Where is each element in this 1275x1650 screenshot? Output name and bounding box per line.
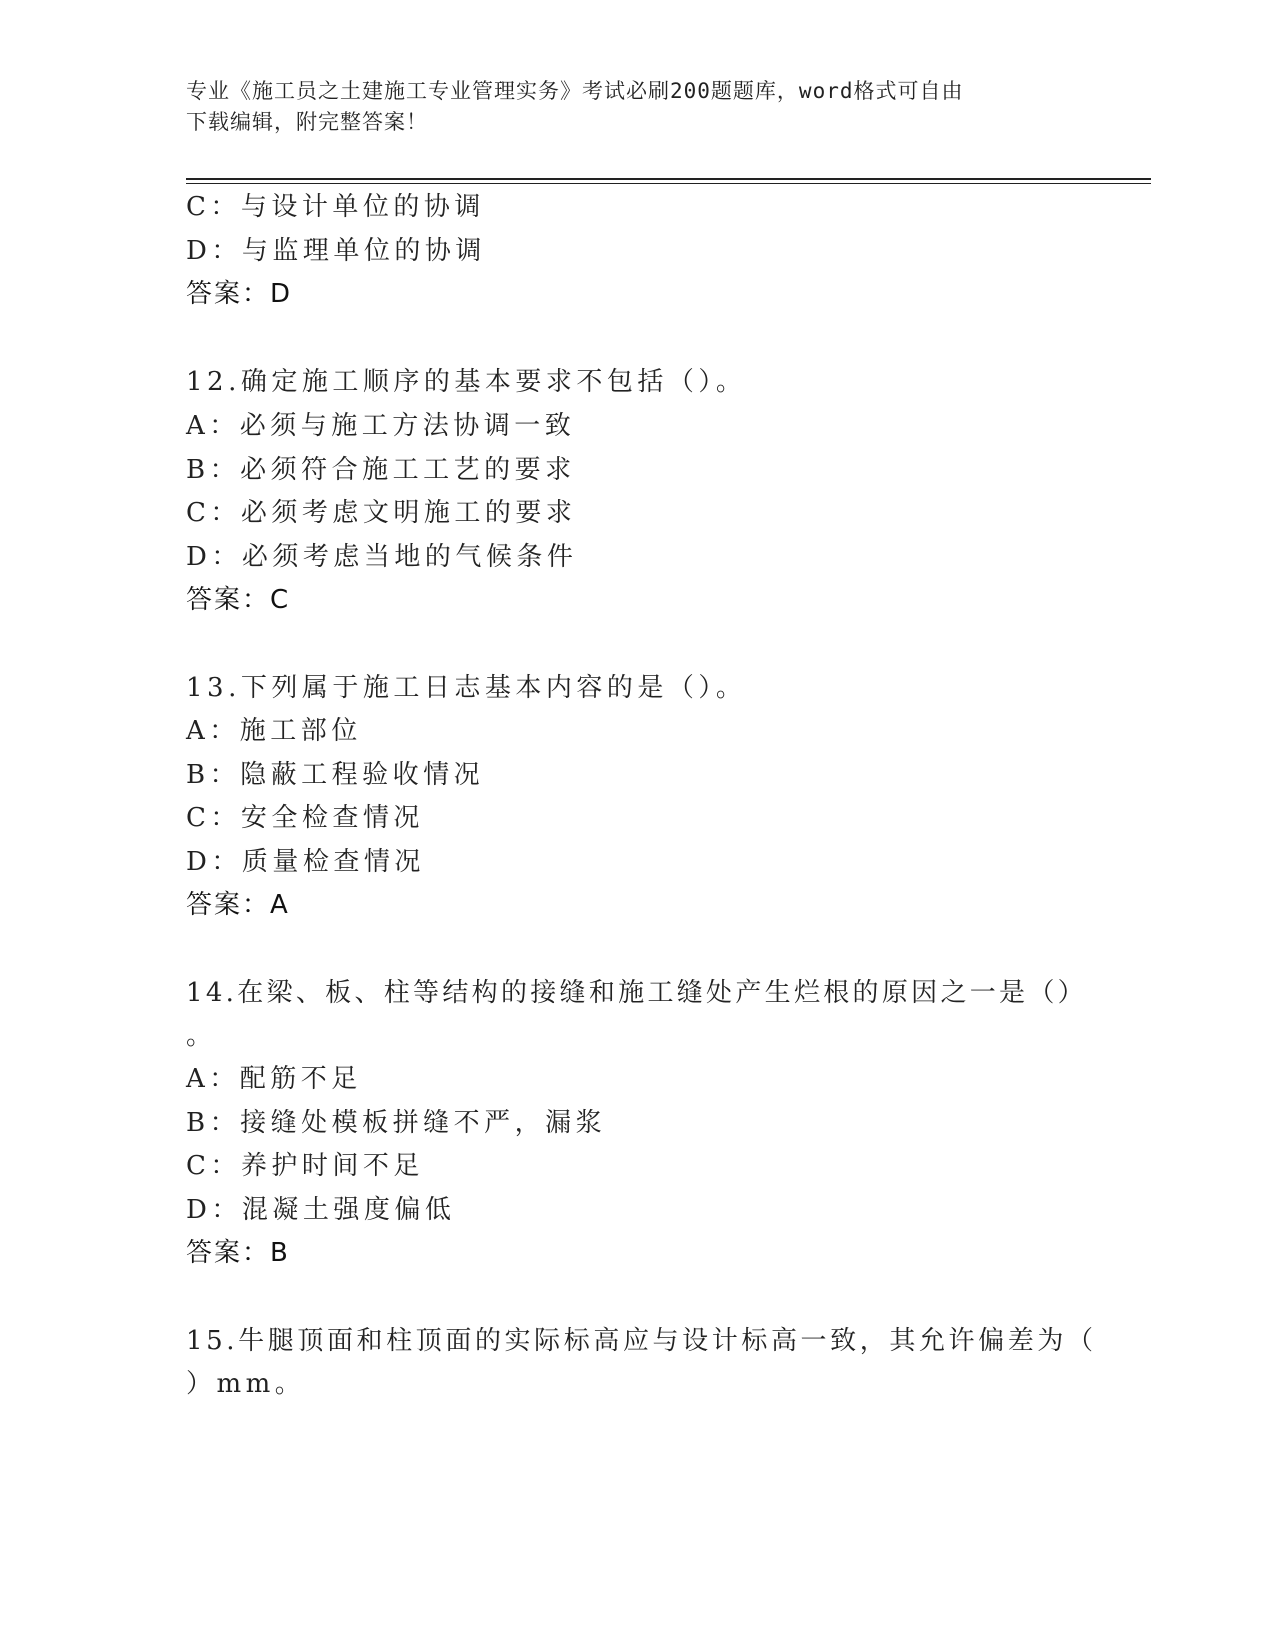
- question-14-option-a: A：配筋不足: [186, 1064, 362, 1094]
- question-12-option-c: C：必须考虑文明施工的要求: [186, 498, 577, 528]
- question-14-stem-line2: 。: [186, 1021, 217, 1051]
- question-13-stem: 13.下列属于施工日志基本内容的是（）。: [186, 673, 747, 703]
- question-12-answer: 答案：C: [186, 585, 291, 615]
- question-12-option-b: B：必须符合施工工艺的要求: [186, 455, 576, 485]
- header-title-line2: 下载编辑，附完整答案！: [186, 110, 428, 134]
- question-12-option-d: D：必须考虑当地的气候条件: [186, 542, 578, 572]
- question-13-option-a: A：施工部位: [186, 716, 362, 746]
- header-divider: [186, 178, 1151, 184]
- question-14-answer: 答案：B: [186, 1238, 290, 1268]
- prev-option-c: C：与设计单位的协调: [186, 192, 485, 222]
- question-13-answer: 答案：A: [186, 890, 290, 920]
- question-14-option-d: D：混凝土强度偏低: [186, 1195, 456, 1225]
- question-14-option-c: C：养护时间不足: [186, 1151, 424, 1181]
- question-13-option-d: D：质量检查情况: [186, 847, 425, 877]
- document-header: [186, 76, 1086, 138]
- prev-answer: 答案：D: [186, 279, 293, 309]
- question-15-stem-line2: ）mm。: [186, 1369, 306, 1399]
- question-12-option-a: A：必须与施工方法协调一致: [186, 411, 576, 441]
- question-12-stem: 12.确定施工顺序的基本要求不包括（）。: [186, 367, 747, 397]
- question-14-stem-line1: 14.在梁、板、柱等结构的接缝和施工缝处产生烂根的原因之一是（）: [186, 978, 1087, 1008]
- question-13-option-b: B：隐蔽工程验收情况: [186, 760, 485, 790]
- prev-option-d: D：与监理单位的协调: [186, 236, 486, 266]
- question-14-option-b: B：接缝处模板拼缝不严，漏浆: [186, 1108, 607, 1138]
- question-13-option-c: C：安全检查情况: [186, 803, 424, 833]
- question-15-stem-line1: 15.牛腿顶面和柱顶面的实际标高应与设计标高一致，其允许偏差为（: [186, 1326, 1097, 1356]
- header-title-line1: 专业《施工员之土建施工专业管理实务》考试必刷200题题库，word格式可自由: [186, 79, 964, 103]
